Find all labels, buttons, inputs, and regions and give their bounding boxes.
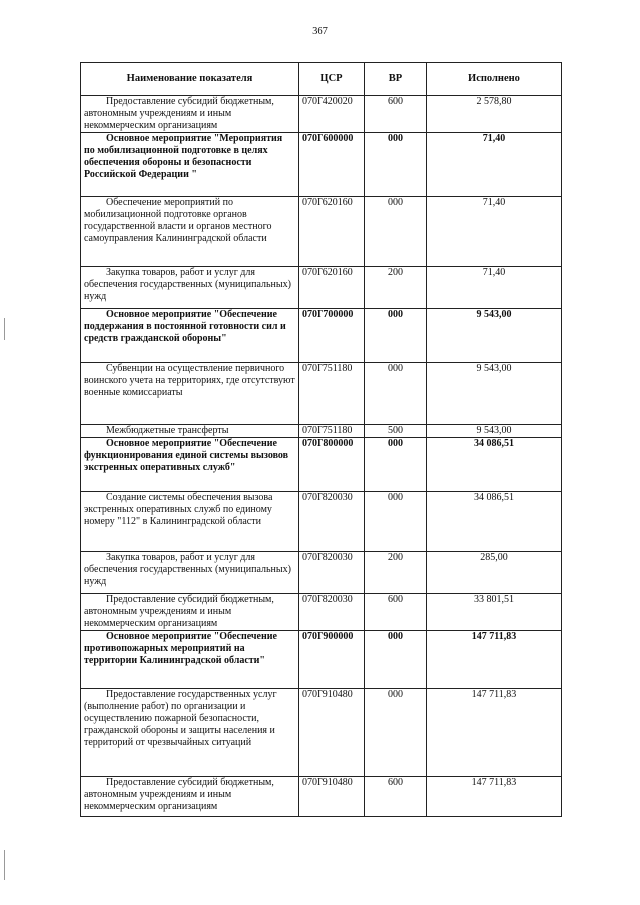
row-vr: 000	[365, 309, 427, 363]
row-name: Субвенции на осуществление первичного воинского учета на территориях, где отсутствуют военные комиссариаты	[81, 363, 299, 425]
row-csr: 070Г600000	[299, 133, 365, 197]
table-row	[81, 552, 562, 594]
row-vr: 600	[365, 777, 427, 817]
row-name: Межбюджетные трансферты	[81, 425, 299, 438]
row-name: Предоставление субсидий бюджетным, автономным учреждениям и иным некоммерческим организациям	[81, 96, 299, 133]
row-name: Основное мероприятие "Мероприятия по мобилизационной подготовке в целях обеспечения обороны и безопасности Российской Федерации "	[81, 133, 299, 197]
row-value: 147 711,83	[427, 689, 562, 777]
table-row	[81, 267, 562, 309]
header-vr: ВР	[365, 63, 427, 96]
row-name: Обеспечение мероприятий по мобилизационной подготовке органов государственной власти и органов местного самоуправления Калининградской области	[81, 197, 299, 267]
table-body	[81, 96, 562, 817]
table-row	[81, 631, 562, 689]
row-name: Основное мероприятие "Обеспечение функционирования единой системы вызовов экстренных оперативных служб"	[81, 438, 299, 492]
row-vr: 000	[365, 363, 427, 425]
row-value: 2 578,80	[427, 96, 562, 133]
row-csr: 070Г820030	[299, 552, 365, 594]
table-row	[81, 438, 562, 492]
row-name: Создание системы обеспечения вызова экстренных оперативных служб по единому номеру "112" в Калининградской области	[81, 492, 299, 552]
row-name: Предоставление субсидий бюджетным, автономным учреждениям и иным некоммерческим организациям	[81, 777, 299, 817]
row-csr: 070Г751180	[299, 425, 365, 438]
table-row	[81, 96, 562, 133]
row-csr: 070Г620160	[299, 197, 365, 267]
scan-mark	[4, 318, 5, 340]
page-number: 367	[312, 26, 328, 37]
table-row	[81, 689, 562, 777]
table-header-row	[81, 63, 562, 96]
row-vr: 000	[365, 492, 427, 552]
row-csr: 070Г800000	[299, 438, 365, 492]
row-value: 71,40	[427, 133, 562, 197]
row-vr: 000	[365, 689, 427, 777]
row-csr: 070Г420020	[299, 96, 365, 133]
row-csr: 070Г900000	[299, 631, 365, 689]
row-name: Предоставление субсидий бюджетным, автономным учреждениям и иным некоммерческим организациям	[81, 594, 299, 631]
row-csr: 070Г751180	[299, 363, 365, 425]
row-value: 9 543,00	[427, 309, 562, 363]
table-row	[81, 492, 562, 552]
row-value: 71,40	[427, 267, 562, 309]
table-row	[81, 309, 562, 363]
row-vr: 000	[365, 631, 427, 689]
table-row	[81, 133, 562, 197]
row-value: 34 086,51	[427, 492, 562, 552]
table-row	[81, 363, 562, 425]
row-name: Закупка товаров, работ и услуг для обеспечения государственных (муниципальных) нужд	[81, 552, 299, 594]
row-vr: 500	[365, 425, 427, 438]
row-value: 33 801,51	[427, 594, 562, 631]
row-name: Закупка товаров, работ и услуг для обеспечения государственных (муниципальных) нужд	[81, 267, 299, 309]
table-row	[81, 197, 562, 267]
row-value: 9 543,00	[427, 363, 562, 425]
header-name: Наименование показателя	[81, 63, 299, 96]
row-csr: 070Г910480	[299, 777, 365, 817]
table-row	[81, 425, 562, 438]
row-vr: 000	[365, 197, 427, 267]
row-csr: 070Г620160	[299, 267, 365, 309]
row-value: 71,40	[427, 197, 562, 267]
header-done: Исполнено	[427, 63, 562, 96]
row-value: 34 086,51	[427, 438, 562, 492]
table-row	[81, 777, 562, 817]
row-vr: 600	[365, 96, 427, 133]
row-name: Предоставление государственных услуг (выполнение работ) по организации и осуществлению пожарной безопасности, гражданской обороны и защиты населения и территорий от чрезвычайных ситуаций	[81, 689, 299, 777]
row-vr: 600	[365, 594, 427, 631]
row-value: 9 543,00	[427, 425, 562, 438]
budget-table	[80, 62, 562, 817]
row-vr: 200	[365, 552, 427, 594]
row-vr: 200	[365, 267, 427, 309]
scan-mark	[4, 850, 5, 880]
table-row	[81, 594, 562, 631]
row-csr: 070Г910480	[299, 689, 365, 777]
row-name: Основное мероприятие "Обеспечение противопожарных мероприятий на территории Калининградской области"	[81, 631, 299, 689]
row-vr: 000	[365, 133, 427, 197]
row-value: 147 711,83	[427, 631, 562, 689]
header-csr: ЦСР	[299, 63, 365, 96]
row-value: 285,00	[427, 552, 562, 594]
row-value: 147 711,83	[427, 777, 562, 817]
row-name: Основное мероприятие "Обеспечение поддержания в постоянной готовности сил и средств гражданской обороны"	[81, 309, 299, 363]
row-csr: 070Г820030	[299, 594, 365, 631]
row-vr: 000	[365, 438, 427, 492]
row-csr: 070Г700000	[299, 309, 365, 363]
row-csr: 070Г820030	[299, 492, 365, 552]
